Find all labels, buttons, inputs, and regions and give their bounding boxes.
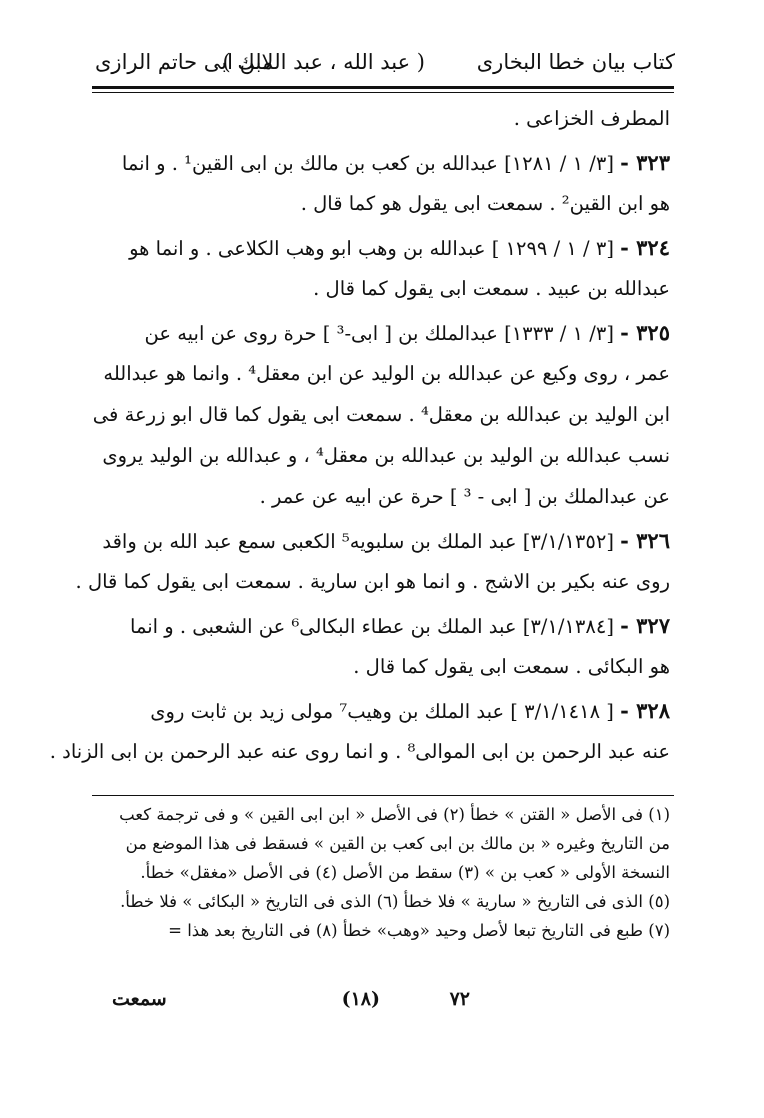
header-rule-thin [92, 92, 674, 93]
header-rule-thick [92, 86, 674, 89]
entry-number: ٣٢٤ - [620, 235, 670, 260]
entry-line: ٣٢٦ - [٣/١/١٣٥٢] عبد الملك بن سلبويه⁵ الكعبى سمع عبد الله بن واقد [102, 528, 670, 553]
text-line: عمر ، روى وكيع عن عبدالله بن الوليد عن ابن معقل⁴ . وانما هو عبدالله [103, 362, 670, 385]
text-line: ابن الوليد بن عبدالله بن معقل⁴ . سمعت ابى يقول كما قال ابو زرعة فى [92, 403, 670, 426]
signature-mark: (١٨) [341, 988, 380, 1010]
text-line: هو البكائى . سمعت ابى يقول كما قال . [353, 655, 670, 678]
footnote-line: النسخة الأولى « كعب بن » (٣) سقط من الأصل (٤) فى الأصل «مغقل» خطأ. [140, 863, 670, 882]
footnote-rule [92, 795, 674, 796]
entry-number: ٣٢٥ - [620, 320, 670, 345]
footnote-line: (٧) طبع فى التاريخ تبعا لأصل وحيد «وهب» خطأ (٨) فى التاريخ بعد هذا = [168, 921, 670, 940]
entry-line: ٣٢٥ - [٣/ ١ / ١٣٣٣] عبدالملك بن [ ابى-³ ] حرة روى عن ابيه عن [144, 320, 670, 345]
header-book-title: كتاب بيان خطا البخارى [476, 50, 675, 74]
footnote-line: (١) فى الأصل « القتن » خطأ (٢) فى الأصل « ابن ابى القين » و فى ترجمة كعب [119, 805, 670, 824]
text-line: المطرف الخزاعى . [513, 107, 670, 130]
text-line: روى عنه بكير بن الاشج . و انما هو ابن سارية . سمعت ابى يقول كما قال . [75, 570, 670, 593]
footnote-line: من التاريخ وغيره « بن مالك بن ابى كعب بن القين » فسقط فى هذا الموضع من [125, 834, 670, 853]
text-line: عبدالله بن عبيد . سمعت ابى يقول كما قال . [313, 277, 670, 300]
catchword: سمعت [112, 988, 167, 1010]
entry-number: ٣٢٧ - [620, 613, 670, 638]
entry-line: ٣٢٧ - [٣/١/١٣٨٤] عبد الملك بن عطاء البكالى⁶ عن الشعبى . و انما [130, 613, 670, 638]
text-line: عن عبدالملك بن [ ابى - ³ ] حرة عن ابيه عن عمر . [259, 485, 670, 508]
page-footer [100, 982, 670, 1016]
text-line: نسب عبدالله بن الوليد بن عبدالله بن معقل⁴ ، و عبدالله بن الوليد يروى [102, 444, 670, 467]
header-section-names: ( عبد الله ، عبد الملك ) [222, 50, 425, 74]
entry-line: ٣٢٨ - [ ٣/١/١٤١٨ ] عبد الملك بن وهيب⁷ مولى زيد بن ثابت روى [150, 698, 670, 723]
text-line: هو ابن القين² . سمعت ابى يقول هو كما قال . [300, 192, 670, 215]
page-number: ٧٢ [449, 988, 470, 1010]
entry-line: ٣٢٣ - [٣/ ١ / ١٢٨١] عبدالله بن كعب بن مالك بن ابى القين¹ . و انما [121, 150, 670, 175]
entry-number: ٣٢٣ - [620, 150, 670, 175]
footnotes [100, 800, 670, 945]
entry-line: ٣٢٤ - [٣ / ١ / ١٢٩٩ ] عبدالله بن وهب ابو وهب الكلاعى . و انما هو [129, 235, 670, 260]
text-line: عنه عبد الرحمن بن ابى الموالى⁸ . و انما روى عنه عبد الرحمن بن ابى الزناد . [49, 740, 670, 763]
footnote-line: (٥) الذى فى التاريخ « سارية » فلا خطأ (٦) الذى فى التاريخ « البكائى » فلا خطأ. [120, 892, 670, 911]
entry-number: ٣٢٦ - [620, 528, 670, 553]
header-author: لابن ابى حاتم الرازى [95, 50, 274, 74]
entry-number: ٣٢٨ - [620, 698, 670, 723]
main-text [49, 98, 670, 772]
running-header [95, 44, 675, 80]
